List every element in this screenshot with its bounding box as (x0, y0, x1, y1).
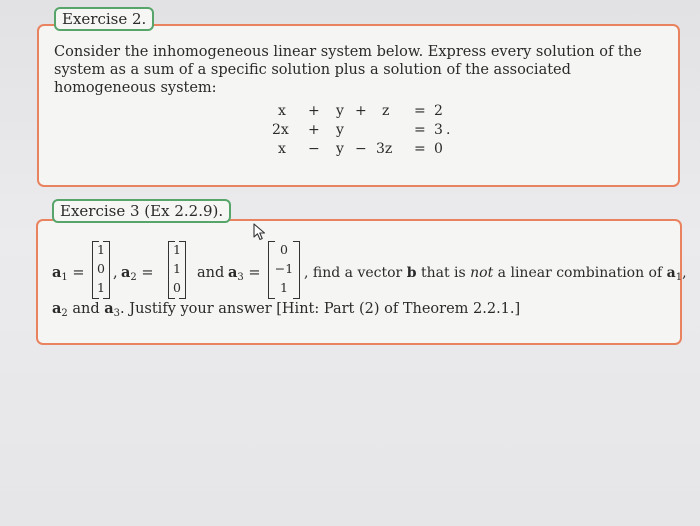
matrix-a2 (168, 241, 186, 299)
system-op: + (308, 122, 320, 138)
matrix-a1 (92, 241, 110, 299)
exercise-2-label: Exercise 2. (54, 7, 154, 31)
exercise-3-text-line2: $a_2$ and $a_3$. Justify your answer [Hint: Part (2) of Theorem 2.2.1.] (52, 300, 521, 319)
system-term: z (382, 103, 390, 119)
matrix-entry: 0 (97, 261, 105, 276)
separator-comma: , (113, 265, 118, 281)
system-rhs: 0 (434, 141, 443, 157)
system-term: x (278, 103, 286, 119)
matrix-entry: 1 (173, 261, 181, 276)
exercise-2-text: Consider the inhomogeneous linear system below. Express every solution of the system as a sum of a specific solution plus a solution of the associated homogeneous system: (54, 44, 642, 96)
system-rhs: 3 (434, 122, 443, 138)
exercise-3-text-line1: , find a vector b that is not a linear combination of $a_1$, (304, 265, 687, 283)
system-term: 2x (272, 122, 289, 138)
system-term: x (278, 141, 286, 157)
and-word: and (197, 265, 225, 281)
vector-a1-label: $a_1$ = (52, 264, 85, 283)
system-period: . (446, 122, 451, 138)
system-term: y (336, 141, 344, 157)
system-op: − (355, 141, 367, 157)
system-op: + (308, 103, 320, 119)
matrix-entry: 1 (280, 280, 288, 295)
system-eq: = (414, 141, 426, 157)
system-term: 3z (376, 141, 393, 157)
system-op: − (308, 141, 320, 157)
matrix-entry: 1 (97, 242, 105, 257)
vector-a2-label: $a_2$ = (121, 264, 154, 283)
system-term: y (336, 122, 344, 138)
system-op: + (355, 103, 367, 119)
matrix-entry: 1 (173, 242, 181, 257)
matrix-entry: −1 (274, 261, 294, 276)
system-rhs: 2 (434, 103, 443, 119)
emphasis-not: not (470, 265, 494, 281)
system-term: y (336, 103, 344, 119)
matrix-entry: 1 (97, 280, 105, 295)
vector-b: b (406, 265, 417, 281)
system-eq: = (414, 103, 426, 119)
matrix-entry: 0 (173, 280, 181, 295)
matrix-a3 (268, 241, 300, 299)
matrix-entry: 0 (280, 242, 288, 257)
mouse-pointer-icon (253, 223, 267, 241)
system-eq: = (414, 122, 426, 138)
vector-a3-label: $a_3$ = (228, 264, 261, 283)
exercise-3-label: Exercise 3 (Ex 2.2.9). (52, 199, 231, 223)
